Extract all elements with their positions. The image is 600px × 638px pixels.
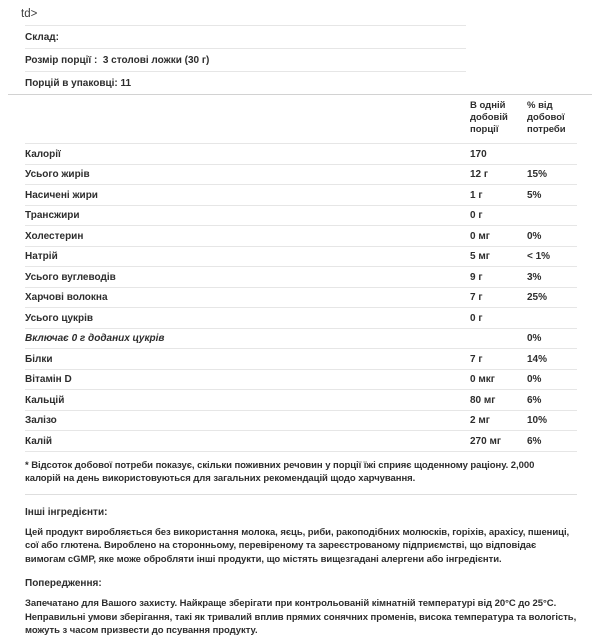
daily-value-footnote-text: * Відсоток добової потреби показує, скільки поживних речовин у порції їжі сприяє щоденному раціону. 2,000 калорій на день використовуються для загальних рекомендацій щодо харчування. xyxy=(25,459,535,484)
nutrient-name: Білки xyxy=(25,349,470,370)
other-ingredients-heading: Інші інгредієнти: xyxy=(25,506,108,518)
nutrient-name: Усього жирів xyxy=(25,164,470,185)
nutrient-dv: 15% xyxy=(527,164,577,185)
nutrient-amount: 7 г xyxy=(470,349,527,370)
nutrient-amount: 0 г xyxy=(470,205,527,226)
table-header-row xyxy=(25,95,577,144)
nutrient-row xyxy=(25,287,577,308)
nutrient-amount: 170 xyxy=(470,144,527,165)
nutrient-amount: 7 г xyxy=(470,287,527,308)
other-ingredients-section xyxy=(25,507,577,567)
info-row-servings-per-container: Порцій в упаковці: 11 xyxy=(25,71,466,94)
nutrient-amount: 0 г xyxy=(470,308,527,329)
nutrient-dv: 5% xyxy=(527,185,577,206)
info-row-composition: Склад: xyxy=(25,25,466,48)
nutrient-dv: 0% xyxy=(527,328,577,349)
nutrient-amount: 5 мг xyxy=(470,246,527,267)
warnings-section xyxy=(25,578,577,638)
nutrient-amount: 12 г xyxy=(470,164,527,185)
daily-value-column-header: % від добової потреби xyxy=(527,95,577,144)
nutrient-dv xyxy=(527,205,577,226)
nutrient-row xyxy=(25,164,577,185)
nutrient-dv xyxy=(527,308,577,329)
nutrient-amount: 9 г xyxy=(470,267,527,288)
nutrient-row xyxy=(25,349,577,370)
nutrient-dv: 10% xyxy=(527,410,577,431)
nutrient-amount: 0 мкг xyxy=(470,369,527,390)
nutrient-row xyxy=(25,144,577,165)
nutrient-name: Усього вуглеводів xyxy=(25,267,470,288)
nutrient-name: Калій xyxy=(25,431,470,452)
nutrient-dv: 0% xyxy=(527,369,577,390)
nutrient-dv: 6% xyxy=(527,390,577,411)
info-row-serving-size: Розмір порції : 3 столові ложки (30 г) xyxy=(25,48,466,71)
nutrient-dv: 0% xyxy=(527,226,577,247)
nutrient-row xyxy=(25,308,577,329)
nutrient-dv xyxy=(527,144,577,165)
nutrient-name: Калорії xyxy=(25,144,470,165)
nutrient-name: Холестерин xyxy=(25,226,470,247)
nutrient-row xyxy=(25,431,577,452)
nutrient-row xyxy=(25,267,577,288)
nutrient-dv: 6% xyxy=(527,431,577,452)
nutrient-dv: 25% xyxy=(527,287,577,308)
warnings-text: Запечатано для Вашого захисту. Найкраще зберігати при контрольованій кімнатній температурі від 20°C до 25°C. Неправильні умови зберігання, такі як тривалий вплив прямих сонячних променів, висока температура та вологість, можуть з часом призвести до псування продукту. xyxy=(25,598,577,636)
daily-value-footnote xyxy=(25,452,577,495)
nutrient-row xyxy=(25,185,577,206)
nutrient-name: Насичені жири xyxy=(25,185,470,206)
nutrient-row xyxy=(25,369,577,390)
nutrient-row xyxy=(25,226,577,247)
nutrient-row xyxy=(25,246,577,267)
nutrient-dv: < 1% xyxy=(527,246,577,267)
nutrient-row-added-sugars xyxy=(25,328,577,349)
nutrient-dv: 3% xyxy=(527,267,577,288)
nutrient-row xyxy=(25,390,577,411)
nutrient-name: Залізо xyxy=(25,410,470,431)
nutrient-amount: 0 мг xyxy=(470,226,527,247)
nutrient-amount: 270 мг xyxy=(470,431,527,452)
stray-text: td> xyxy=(21,8,38,20)
nutrient-amount: 80 мг xyxy=(470,390,527,411)
nutrient-name: Вітамін D xyxy=(25,369,470,390)
other-ingredients-text: Цей продукт виробляється без використання молока, яєць, риби, ракоподібних молюсків, горіхів, арахісу, пшениці, сої або глютена. Вироблено на сторонньому, перевіреному та зареєстрованому підприємстві, що відповідає вимогам cGMP, яке може обробляти інші продукти, що містять вищезгадані алергени або інгредієнти. xyxy=(25,526,570,565)
nutrient-row xyxy=(25,205,577,226)
nutrient-name: Трансжири xyxy=(25,205,470,226)
nutrient-name: Кальцій xyxy=(25,390,470,411)
nutrient-amount: 2 мг xyxy=(470,410,527,431)
nutrient-column-header xyxy=(25,95,470,144)
nutrient-amount: 1 г xyxy=(470,185,527,206)
nutrient-name: Включає 0 г доданих цукрів xyxy=(25,328,470,349)
nutrient-row xyxy=(25,410,577,431)
nutrient-name: Натрій xyxy=(25,246,470,267)
nutrient-name: Харчові волокна xyxy=(25,287,470,308)
amount-column-header: В одній добовій порції xyxy=(470,95,527,144)
warnings-heading: Попередження: xyxy=(25,578,102,589)
nutrition-table xyxy=(25,95,577,452)
nutrient-amount xyxy=(470,328,527,349)
nutrient-name: Усього цукрів xyxy=(25,308,470,329)
nutrient-dv: 14% xyxy=(527,349,577,370)
